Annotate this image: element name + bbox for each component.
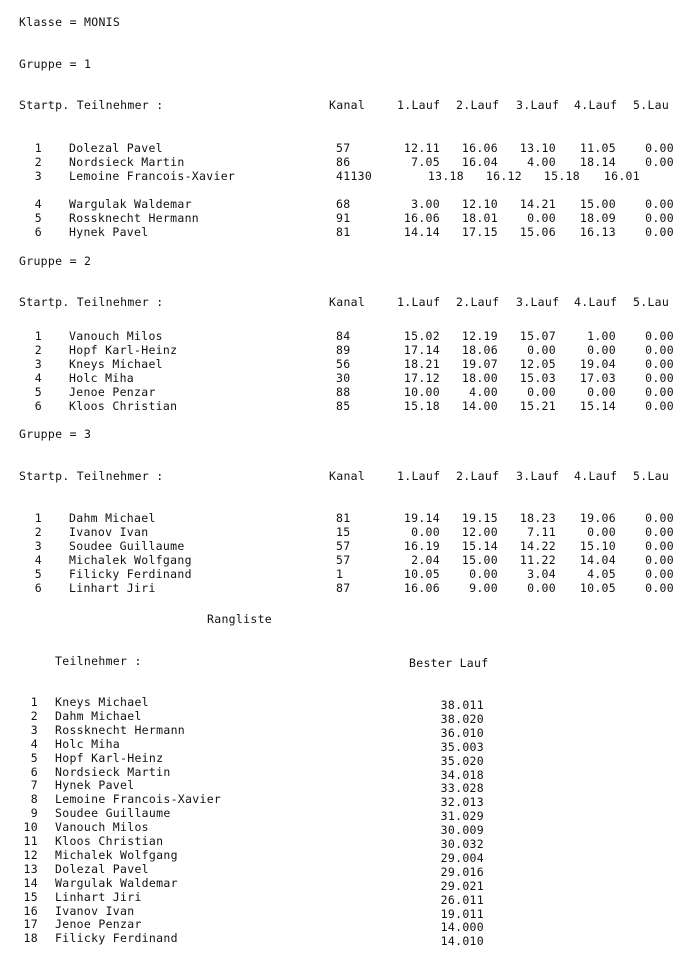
column-header-lauf3: 3.Lauf [516,469,560,483]
rangliste-title: Rangliste [207,612,273,626]
result-l3: 0.00 [527,581,556,595]
result-l2: 18.06 [461,343,498,357]
result-name: Vanouch Milos [69,329,163,343]
result-name: Rossknecht Hermann [69,211,200,225]
result-l3: 12.05 [519,357,556,371]
result-l3: 18.23 [519,511,556,525]
rank-number: 10 [23,820,38,835]
rank-number: 18 [23,931,38,946]
result-name: Hopf Karl-Heinz [69,343,178,357]
result-l1: 16.06 [403,211,440,225]
result-pos: 2 [34,343,42,357]
rank-name: Kneys Michael [55,695,149,709]
result-l5: 0.00 [645,141,674,155]
result-pos: 2 [34,525,42,539]
rank-best-lauf: 30.009 [440,823,484,838]
result-name: Linhart Jiri [69,581,156,595]
rank-best-lauf: 38.011 [440,698,484,712]
result-name: Kneys Michael [69,357,163,371]
column-header-lauf2: 2.Lauf [456,295,500,309]
column-header-lauf1: 1.Lauf [397,469,441,483]
rank-best-lauf: 38.020 [440,711,484,726]
klasse-label: Klasse = MONIS [19,15,121,29]
result-l4: 17.03 [579,371,616,385]
column-header-startp: Startp. Teilnehmer : [19,295,164,309]
rank-name: Dolezal Pavel [55,861,149,876]
rank-name: Kloos Christian [55,834,164,848]
result-l2: 16.04 [461,155,498,169]
rank-best-lauf: 26.011 [440,892,484,907]
result-l1: 19.14 [403,511,440,525]
result-l1: 14.14 [403,225,440,239]
result-kanal: 88 [336,385,351,399]
rank-name: Lemoine Francois-Xavier [55,792,222,807]
result-l2: 12.10 [461,197,498,211]
column-header-lauf1: 1.Lauf [397,295,441,309]
result-l3: 15.06 [519,225,556,239]
result-l1: 12.11 [403,141,440,155]
rank-best-lauf: 19.011 [440,906,484,921]
result-l2: 4.00 [469,385,498,399]
result-l4: 18.09 [579,211,616,225]
result-pos: 5 [34,211,42,225]
column-header-lauf1: 1.Lauf [397,98,441,112]
result-l1: 18.21 [403,357,440,371]
result-l5: 0.00 [645,567,674,581]
result-l4: 10.05 [579,581,616,595]
column-header-lauf5: 5.Lau [633,469,670,483]
result-l1: 10.05 [403,567,440,581]
result-l2: 16.12 [485,169,522,183]
result-pos: 6 [34,399,42,413]
result-pos: 1 [34,511,42,525]
result-l1: 15.18 [403,399,440,413]
result-name: Jenoe Penzar [69,385,156,399]
result-kanal: 41130 [336,169,373,183]
result-l2: 15.00 [461,553,498,567]
result-name: Soudee Guillaume [69,539,185,553]
result-pos: 6 [34,581,42,595]
rank-number: 7 [30,778,38,793]
rangliste-header-best: Bester Lauf [409,656,489,670]
rank-name: Holc Miha [55,736,121,751]
rank-best-lauf: 29.004 [440,850,484,865]
result-name: Hynek Pavel [69,225,149,239]
result-name: Dolezal Pavel [69,141,163,155]
result-l3: 7.11 [527,525,556,539]
group-title: Gruppe = 3 [19,427,92,441]
result-kanal: 68 [336,197,351,211]
result-kanal: 89 [336,343,351,357]
rank-name: Hopf Karl-Heinz [55,750,164,765]
result-l3: 13.10 [519,141,556,155]
result-kanal: 85 [336,399,351,413]
result-l4: 1.00 [587,329,616,343]
result-l2: 15.14 [461,539,498,553]
result-kanal: 57 [336,141,351,155]
result-l4: 15.14 [579,399,616,413]
result-pos: 1 [34,141,42,155]
result-pos: 1 [34,329,42,343]
result-l4: 19.06 [579,511,616,525]
result-kanal: 81 [336,511,351,525]
result-l4: 16.13 [579,225,616,239]
column-header-lauf2: 2.Lauf [456,98,500,112]
result-l1: 3.00 [411,197,440,211]
result-kanal: 81 [336,225,351,239]
result-l5: 0.00 [645,399,674,413]
rank-name: Linhart Jiri [55,889,142,904]
rank-number: 12 [23,847,38,862]
result-l5: 0.00 [645,225,674,239]
result-l2: 18.00 [461,371,498,385]
result-name: Wargulak Waldemar [69,197,192,211]
result-l4: 0.00 [587,385,616,399]
rangliste-header-name: Teilnehmer : [55,654,142,668]
result-l3: 15.21 [519,399,556,413]
rank-best-lauf: 33.028 [440,781,484,796]
result-name: Filicky Ferdinand [69,567,192,581]
rank-best-lauf: 34.018 [440,767,484,782]
rank-best-lauf: 36.010 [440,725,484,740]
rank-name: Ivanov Ivan [55,903,135,918]
column-header-lauf4: 4.Lauf [574,469,618,483]
rank-name: Hynek Pavel [55,778,135,793]
rank-best-lauf: 14.000 [440,920,484,935]
result-kanal: 86 [336,155,351,169]
result-pos: 4 [34,553,42,567]
result-pos: 4 [34,197,42,211]
result-l1: 16.06 [403,581,440,595]
result-kanal: 57 [336,553,351,567]
column-header-lauf4: 4.Lauf [574,98,618,112]
result-l5: 0.00 [645,211,674,225]
rank-best-lauf: 32.013 [440,795,484,810]
rank-best-lauf: 30.032 [440,837,484,851]
result-kanal: 91 [336,211,351,225]
rank-number: 9 [30,806,38,821]
result-l1: 7.05 [411,155,440,169]
group-title: Gruppe = 2 [19,254,92,268]
rank-number: 13 [23,861,38,876]
rank-number: 1 [30,695,38,709]
result-pos: 3 [34,357,42,371]
rank-number: 8 [30,792,38,807]
rank-best-lauf: 29.016 [440,864,484,879]
rank-best-lauf: 35.003 [440,739,484,754]
result-l5: 0.00 [645,581,674,595]
rank-number: 4 [30,736,38,751]
column-header-lauf4: 4.Lauf [574,295,618,309]
result-l2: 12.19 [461,329,498,343]
result-l5: 0.00 [645,385,674,399]
column-header-kanal: Kanal [329,295,366,309]
result-name: Holc Miha [69,371,135,385]
result-l3: 0.00 [527,385,556,399]
result-name: Nordsieck Martin [69,155,185,169]
result-l4: 0.00 [587,343,616,357]
result-kanal: 15 [336,525,351,539]
rank-best-lauf: 31.029 [440,809,484,824]
rank-name: Dahm Michael [55,708,142,723]
result-l1: 2.04 [411,553,440,567]
result-l2: 16.06 [461,141,498,155]
column-header-kanal: Kanal [329,98,366,112]
rank-number: 2 [30,708,38,723]
result-l2: 18.01 [461,211,498,225]
result-pos: 3 [34,169,42,183]
result-l1: 16.19 [403,539,440,553]
result-l3: 15.03 [519,371,556,385]
rank-number: 6 [30,764,38,779]
result-pos: 5 [34,567,42,581]
result-l4: 16.01 [603,169,640,183]
result-kanal: 57 [336,539,351,553]
rank-number: 15 [23,889,38,904]
result-l4: 0.00 [587,525,616,539]
result-l2: 19.15 [461,511,498,525]
result-l5: 0.00 [645,525,674,539]
rank-number: 14 [23,875,38,890]
result-l5: 0.00 [645,343,674,357]
result-l3: 4.00 [527,155,556,169]
result-name: Dahm Michael [69,511,156,525]
result-l5: 0.00 [645,357,674,371]
column-header-lauf5: 5.Lau [633,98,670,112]
column-header-lauf2: 2.Lauf [456,469,500,483]
result-name: Lemoine Francois-Xavier [69,169,236,183]
rank-best-lauf: 35.020 [440,753,484,768]
result-l5: 0.00 [645,155,674,169]
result-l3: 15.18 [543,169,580,183]
rank-number: 3 [30,722,38,737]
result-l1: 15.02 [403,329,440,343]
rank-number: 17 [23,917,38,932]
rank-name: Jenoe Penzar [55,917,142,932]
result-l4: 15.10 [579,539,616,553]
rank-number: 5 [30,750,38,765]
result-l5: 0.00 [645,329,674,343]
column-header-lauf5: 5.Lau [633,295,670,309]
result-l2: 0.00 [469,567,498,581]
rank-number: 16 [23,903,38,918]
rank-name: Soudee Guillaume [55,806,171,821]
rank-name: Vanouch Milos [55,820,149,835]
result-pos: 2 [34,155,42,169]
result-l1: 0.00 [411,525,440,539]
result-l2: 17.15 [461,225,498,239]
result-name: Michalek Wolfgang [69,553,192,567]
result-kanal: 1 [336,567,344,581]
rank-name: Filicky Ferdinand [55,931,178,946]
result-l1: 10.00 [403,385,440,399]
result-l4: 15.00 [579,197,616,211]
result-l3: 15.07 [519,329,556,343]
result-pos: 3 [34,539,42,553]
result-l4: 14.04 [579,553,616,567]
result-l2: 9.00 [469,581,498,595]
column-header-startp: Startp. Teilnehmer : [19,98,164,112]
result-kanal: 84 [336,329,351,343]
result-l2: 14.00 [461,399,498,413]
result-pos: 5 [34,385,42,399]
column-header-lauf3: 3.Lauf [516,98,560,112]
result-l5: 0.00 [645,197,674,211]
result-l1: 13.18 [427,169,464,183]
result-l5: 0.00 [645,371,674,385]
column-header-kanal: Kanal [329,469,366,483]
result-l3: 14.21 [519,197,556,211]
column-header-startp: Startp. Teilnehmer : [19,469,164,483]
column-header-lauf3: 3.Lauf [516,295,560,309]
result-kanal: 30 [336,371,351,385]
result-name: Kloos Christian [69,399,178,413]
rank-name: Michalek Wolfgang [55,847,178,862]
rank-number: 11 [23,834,38,848]
rank-name: Wargulak Waldemar [55,875,178,890]
group-title: Gruppe = 1 [19,57,92,71]
result-l2: 19.07 [461,357,498,371]
result-l3: 14.22 [519,539,556,553]
result-l4: 11.05 [579,141,616,155]
result-l5: 0.00 [645,539,674,553]
result-l3: 0.00 [527,211,556,225]
result-l3: 0.00 [527,343,556,357]
result-l4: 4.05 [587,567,616,581]
rank-name: Rossknecht Hermann [55,722,186,737]
result-l1: 17.14 [403,343,440,357]
result-name: Ivanov Ivan [69,525,149,539]
result-pos: 4 [34,371,42,385]
result-l3: 11.22 [519,553,556,567]
result-l4: 18.14 [579,155,616,169]
result-l1: 17.12 [403,371,440,385]
result-kanal: 87 [336,581,351,595]
rank-name: Nordsieck Martin [55,764,171,779]
result-kanal: 56 [336,357,351,371]
rank-best-lauf: 29.021 [440,878,484,893]
rank-best-lauf: 14.010 [440,934,484,949]
result-pos: 6 [34,225,42,239]
result-l5: 0.00 [645,511,674,525]
result-l3: 3.04 [527,567,556,581]
result-l5: 0.00 [645,553,674,567]
result-l4: 19.04 [579,357,616,371]
result-l2: 12.00 [461,525,498,539]
